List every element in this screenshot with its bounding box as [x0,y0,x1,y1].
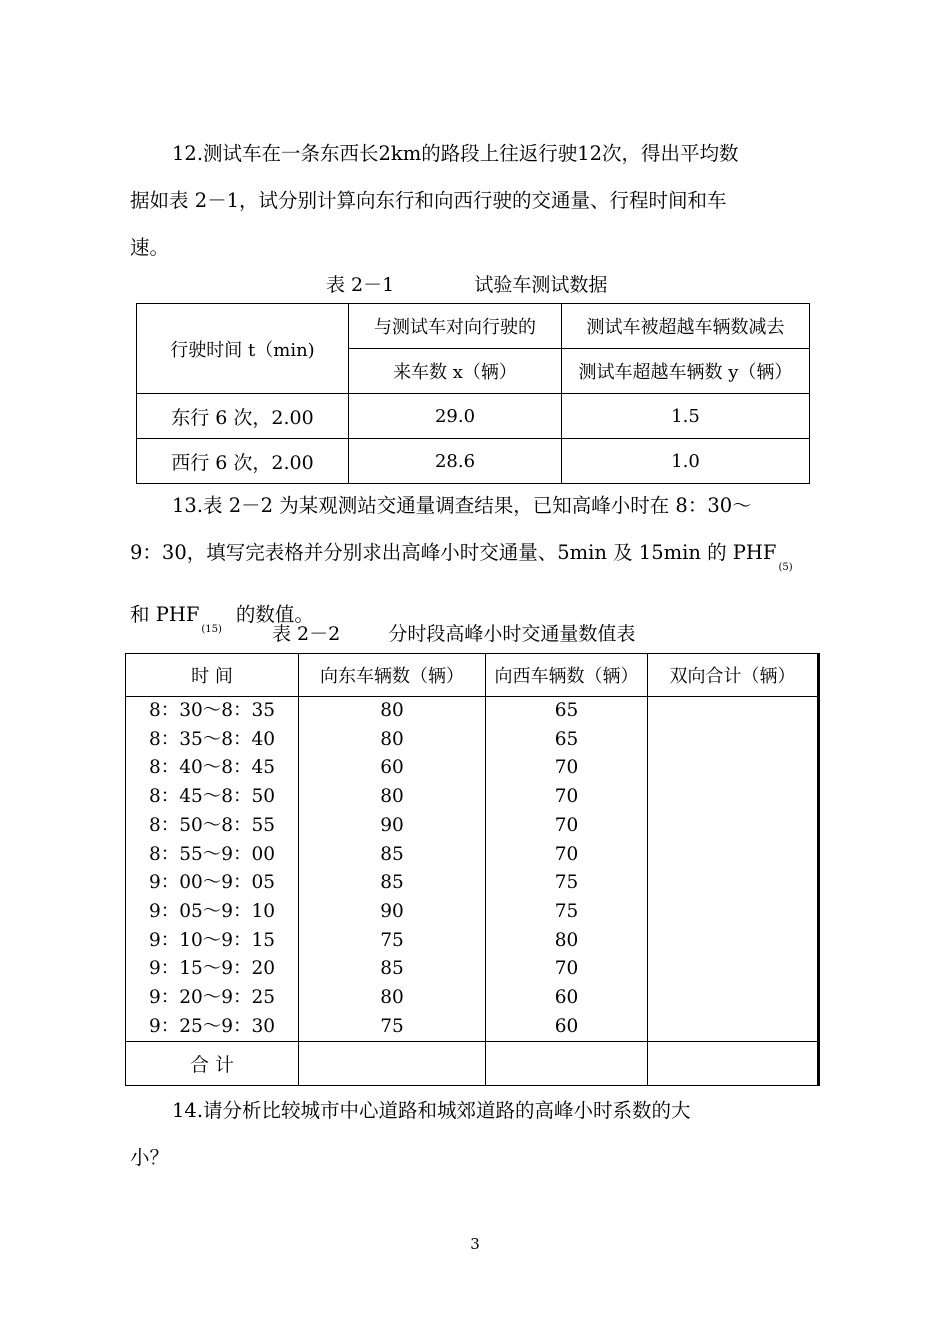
table1-header-time: 行驶时间 t（min) [137,304,349,394]
q14-line-2: 小？ [130,1146,170,1169]
table2-total-column [648,697,819,1042]
time-cell: 8：55～9：00 [148,843,276,865]
table1-header-x-line2: 来车数 x（辆） [349,349,562,394]
west-cell: 75 [554,872,579,894]
time-cell: 9：20～9：25 [148,987,276,1009]
table2-header-total: 双向合计（辆） [648,654,819,697]
table1-row-west-y: 1.0 [562,439,810,484]
time-cell: 9：05～9：10 [148,900,276,922]
table2-total-west [486,1042,648,1086]
east-cell: 60 [380,757,404,779]
table2-header-east: 向东车辆数（辆） [299,654,486,697]
time-cell: 9：10～9：15 [148,929,276,951]
time-cell: 8：50～8：55 [148,814,276,836]
east-cell: 80 [380,728,404,750]
q12-line-2: 据如表 2－1，试分别计算向东行和向西行驶的交通量、行程时间和车 [130,189,727,212]
west-cell: 80 [554,929,579,951]
q13-line-1: 13.表 2－2 为某观测站交通量调查结果，已知高峰小时在 8：30～ [172,494,752,517]
table1-row-east-y: 1.5 [562,394,810,439]
table2-time-column [126,697,299,1042]
table2-caption [272,619,635,646]
question-12 [130,130,820,271]
table2-total-row [126,1042,819,1086]
q13-line-2 [130,529,820,591]
table1-row-west-label: 西行 6 次，2.00 [137,439,349,484]
table1-header-y-line1: 测试车被超越车辆数减去 [562,304,810,349]
west-cell: 70 [554,958,579,980]
east-cell: 80 [380,987,404,1009]
east-cell: 80 [380,700,404,721]
east-cell: 75 [380,929,404,951]
table1-caption [326,270,607,297]
table2-body-row [126,697,819,1042]
east-cell: 85 [380,872,404,894]
table2-caption-number: 表 2－2 [272,623,341,645]
west-cell: 70 [554,814,579,836]
time-cell: 8：45～8：50 [148,786,276,808]
table1-row-east-x: 29.0 [349,394,562,439]
table1-header-x-line1: 与测试车对向行驶的 [349,304,562,349]
time-cell: 8：30～8：35 [148,700,276,721]
table2-west-column [486,697,648,1042]
page-number: 3 [470,1235,480,1253]
phf-subscript-15: (15) [201,624,222,635]
west-cell: 65 [554,728,579,750]
table1-row-west-x: 28.6 [349,439,562,484]
table1-row-east-label: 东行 6 次，2.00 [137,394,349,439]
table2-header-west: 向西车辆数（辆） [486,654,648,697]
time-cell: 9：15～9：20 [148,958,276,980]
q13-line-3-a: 和 PHF [130,603,200,626]
q12-line-1: 12.测试车在一条东西长2km的路段上往返行驶12次，得出平均数 [172,142,739,165]
table1-caption-title: 试验车测试数据 [474,274,608,296]
table2-total-east [299,1042,486,1086]
q13-line-2-text: 9：30，填写完表格并分别求出高峰小时交通量、5min 及 15min 的 PHF [130,541,777,564]
west-cell: 60 [554,1015,579,1037]
table2-total-label: 合 计 [126,1042,299,1086]
west-cell: 65 [554,700,579,721]
west-cell: 70 [554,757,579,779]
east-cell: 90 [380,814,404,836]
q14-line-1: 14.请分析比较城市中心道路和城郊道路的高峰小时系数的大 [172,1099,691,1122]
table-row [137,439,810,484]
question-14 [130,1087,820,1181]
table2-header-time: 时 间 [126,654,299,697]
east-cell: 75 [380,1015,404,1037]
west-cell: 60 [554,987,579,1009]
east-cell: 85 [380,843,404,865]
east-cell: 85 [380,958,404,980]
time-cell: 8：40～8：45 [148,757,276,779]
table2-header-row [126,654,819,697]
table-2-1 [136,303,810,484]
table-row [137,394,810,439]
time-cell: 9：00～9：05 [148,872,276,894]
east-cell: 90 [380,900,404,922]
east-cell: 80 [380,786,404,808]
table1-header-y-line2: 测试车超越车辆数 y（辆） [562,349,810,394]
table-2-2 [125,653,820,1086]
table1-header-row [137,304,810,349]
west-cell: 70 [554,786,579,808]
time-cell: 8：35～8：40 [148,728,276,750]
table2-total-both [648,1042,819,1086]
table2-caption-title: 分时段高峰小时交通量数值表 [388,623,636,645]
west-cell: 75 [554,900,579,922]
west-cell: 70 [554,843,579,865]
q13-line-3-b: 的数值。 [235,603,314,626]
table1-caption-number: 表 2－1 [326,274,395,296]
table2-east-column [299,697,486,1042]
phf-subscript-5: (5) [778,562,793,573]
q12-line-3: 速。 [130,236,170,259]
time-cell: 9：25～9：30 [148,1015,276,1037]
